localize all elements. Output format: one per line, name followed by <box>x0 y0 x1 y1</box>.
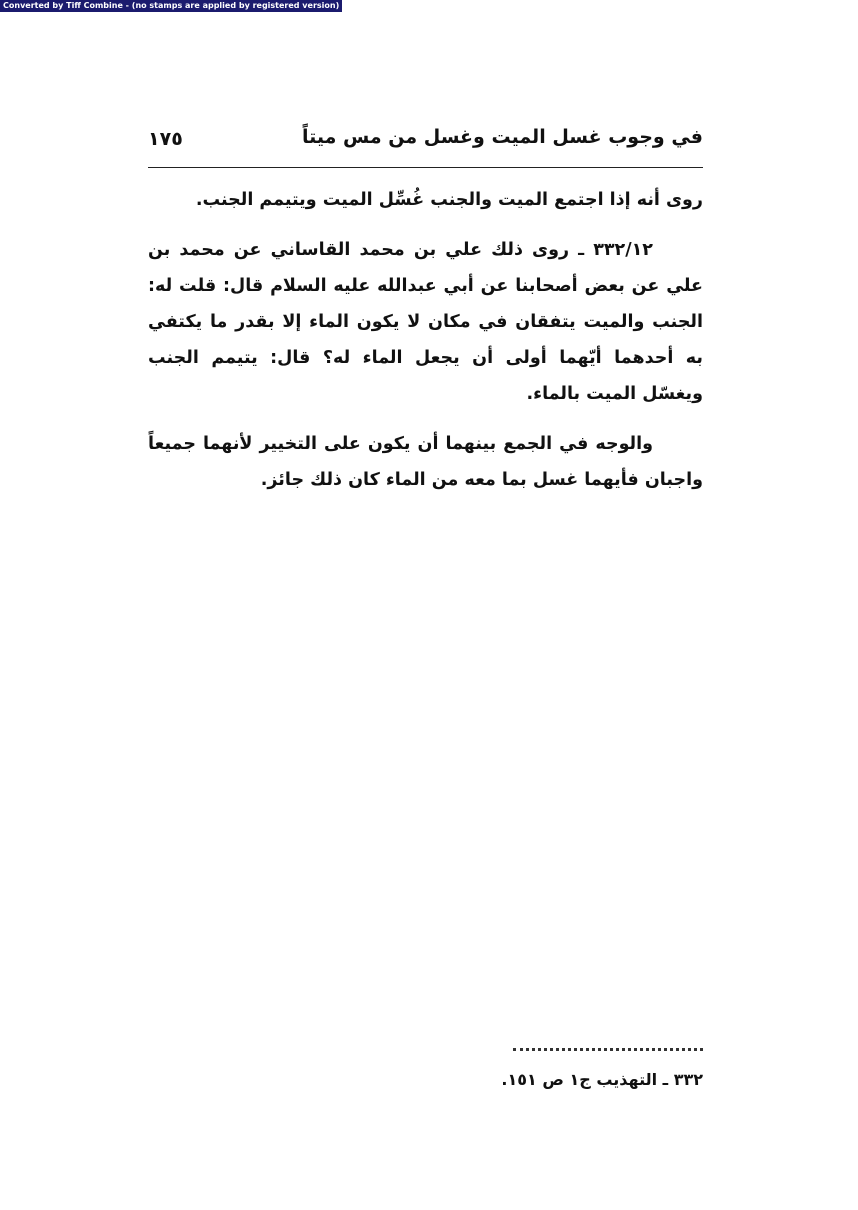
footnote-separator <box>513 1048 703 1057</box>
book-page <box>148 120 703 1120</box>
page-number: ١٧٥ <box>148 128 183 150</box>
paragraph-intro: روى أنه إذا اجتمع الميت والجنب غُسِّل الميت ويتيمم الجنب. <box>195 190 703 210</box>
paragraph-hadith: ٣٣٢/١٢ ـ روى ذلك علي بن محمد القاساني عن محمد بن علي عن بعض أصحابنا عن أبي عبدالله عليه السلام قال: قلت له: الجنب والميت يتفقان في مكان لا يكون الماء إلا بقدر ما يكتفي به أحدهما أيّهما أولى أن يجعل الماء له؟ قال: يتيمم الجنب ويغسّل الميت بالماء. <box>148 240 703 404</box>
page-body <box>148 182 703 498</box>
page-header <box>148 120 703 162</box>
paragraph-reconciliation: والوجه في الجمع بينهما أن يكون على التخيير لأنهما جميعاً واجبان فأيهما غسل بما معه من الماء كان ذلك جائز. <box>148 434 703 490</box>
watermark-banner: Converted by Tiff Combine - (no stamps are applied by registered version) <box>0 0 342 12</box>
header-divider <box>148 167 703 168</box>
running-title: في وجوب غسل الميت وغسل من مس ميتاً <box>302 126 703 148</box>
footnote: ٣٣٢ ـ التهذيب ج١ ص ١٥١. <box>501 1070 703 1089</box>
